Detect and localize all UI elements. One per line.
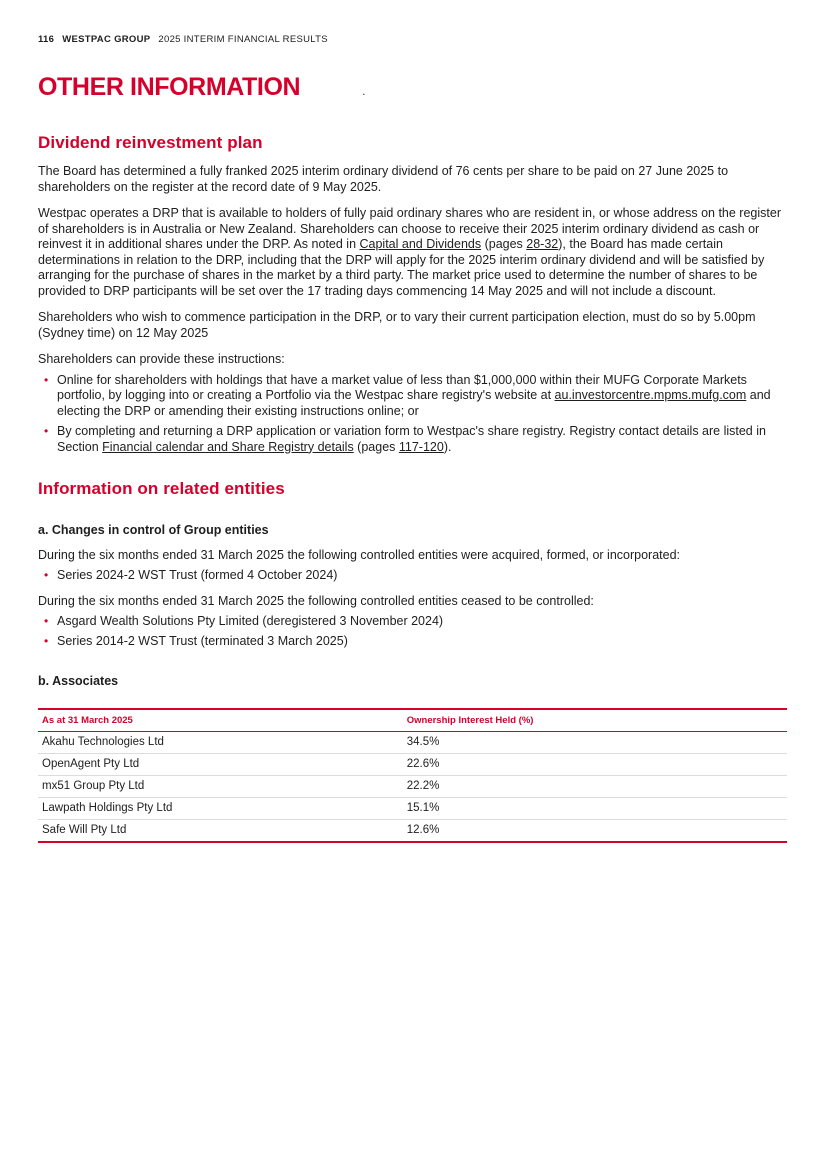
bullet-icon — [38, 568, 57, 584]
bullet-text — [57, 424, 787, 455]
drp-paragraph-4: Shareholders can provide these instructions: — [38, 352, 285, 366]
bullet-text: Series 2024-2 WST Trust (formed 4 October 2024) — [57, 567, 338, 582]
list-item — [38, 634, 787, 650]
list-item — [38, 424, 787, 455]
link-pages-117-120[interactable]: 117-120 — [398, 439, 444, 454]
page-header — [38, 34, 787, 45]
list-item — [38, 614, 787, 630]
ownership-value-cell: 12.6% — [403, 819, 787, 842]
text-segment: (pages — [353, 439, 399, 454]
bullet-text — [57, 373, 787, 420]
drp-paragraph-1: The Board has determined a fully franked 2025 interim ordinary dividend of 76 cents per share to be paid on 27 June 2025 to shareholders on the register at the record date of 9 May 2025. — [38, 164, 729, 194]
table-header-row — [38, 709, 787, 732]
related-paragraph-1: During the six months ended 31 March 2025 the following controlled entities were acquired, formed, or incorporated: — [38, 548, 681, 562]
text-segment: By completing and returning a DRP application or variation form to Westpac's share registry. Registry contact details are listed in Section — [57, 424, 766, 454]
table-row — [38, 731, 787, 753]
table-row — [38, 753, 787, 775]
list-item — [38, 568, 787, 584]
text-segment: (pages — [481, 237, 527, 251]
entity-name-cell: mx51 Group Pty Ltd — [38, 775, 403, 797]
text-segment: ). — [443, 439, 452, 454]
text-segment: Westpac operates a DRP that is available to holders of fully paid ordinary shares who are resident in, or whose address on the register of shareholders is in Australia or New Zealand. Shareholders can choose to receive their 2025 interim ordinary dividend as cash or reinvest it in additional shares under the DRP. As noted in — [38, 206, 781, 251]
entity-name-cell: Akahu Technologies Ltd — [38, 731, 403, 753]
column-header-ownership-interest: Ownership Interest Held (%) — [403, 709, 787, 732]
brand-name: WESTPAC GROUP — [62, 34, 151, 45]
link-capital-and-dividends[interactable]: Capital and Dividends — [359, 237, 482, 251]
ownership-value-cell: 22.2% — [403, 775, 787, 797]
bullet-text: Asgard Wealth Solutions Pty Limited (deregistered 3 November 2024) — [57, 613, 444, 628]
bullet-icon — [38, 614, 57, 630]
report-subtitle: 2025 INTERIM FINANCIAL RESULTS — [158, 34, 328, 45]
entity-name-cell: OpenAgent Pty Ltd — [38, 753, 403, 775]
sub-heading-changes-in-control: a. Changes in control of Group entities — [38, 523, 269, 537]
drp-paragraph-2 — [38, 206, 787, 299]
drp-instructions-list — [38, 373, 787, 456]
ownership-value-cell: 34.5% — [403, 731, 787, 753]
title-stray-dot: . — [362, 84, 366, 98]
bullet-text: Series 2014-2 WST Trust (terminated 3 March 2025) — [57, 634, 348, 648]
link-financial-calendar-section[interactable]: Financial calendar and Share Registry details — [102, 439, 354, 454]
bullet-icon — [38, 373, 57, 420]
bullet-icon — [38, 424, 57, 455]
text-segment: Online for shareholders with holdings that have a market value of less than $1,000,000 within their MUFG Corporate Markets portfolio, by logging into or creating a Portfolio via the Westpac share registry's website at — [57, 372, 747, 402]
link-investor-centre-url[interactable]: au.investorcentre.mpms.mufg.com — [554, 388, 747, 402]
text-segment: and electing the DRP or amending their existing instructions online; or — [57, 388, 771, 418]
page-number: 116 — [38, 34, 55, 45]
list-item — [38, 373, 787, 420]
link-pages-28-32[interactable]: 28-32 — [526, 237, 559, 251]
drp-paragraph-3: Shareholders who wish to commence participation in the DRP, or to vary their current participation election, must do so by 5.00pm (Sydney time) on 12 May 2025 — [38, 310, 756, 340]
related-paragraph-2: During the six months ended 31 March 2025 the following controlled entities ceased to be controlled: — [38, 594, 594, 608]
bullet-icon — [38, 634, 57, 650]
section-heading-drp: Dividend reinvestment plan — [38, 133, 263, 152]
column-header-as-at-date: As at 31 March 2025 — [38, 709, 403, 732]
section-heading-related-entities: Information on related entities — [38, 479, 285, 498]
text-segment: ), the Board has made certain determinations in relation to the DRP, including that the DRP will apply for the 2025 interim ordinary dividend and will be satisfied by arranging for the purchase of shares in the market by a third party. The market price used to determine the number of shares to be provided to DRP participants will be set over the 17 trading days commencing 14 May 2025 and will not include a discount. — [38, 237, 765, 298]
table-row — [38, 819, 787, 842]
page-title-text: OTHER INFORMATION — [38, 73, 301, 101]
entity-name-cell: Safe Will Pty Ltd — [38, 819, 403, 842]
table-row — [38, 775, 787, 797]
ownership-value-cell: 15.1% — [403, 797, 787, 819]
entity-name-cell: Lawpath Holdings Pty Ltd — [38, 797, 403, 819]
page-title — [38, 75, 787, 100]
sub-heading-associates: b. Associates — [38, 673, 119, 688]
ownership-value-cell: 22.6% — [403, 753, 787, 775]
table-row — [38, 797, 787, 819]
associates-table — [38, 708, 787, 843]
ceased-entities-list — [38, 614, 787, 650]
acquired-entities-list — [38, 568, 787, 584]
